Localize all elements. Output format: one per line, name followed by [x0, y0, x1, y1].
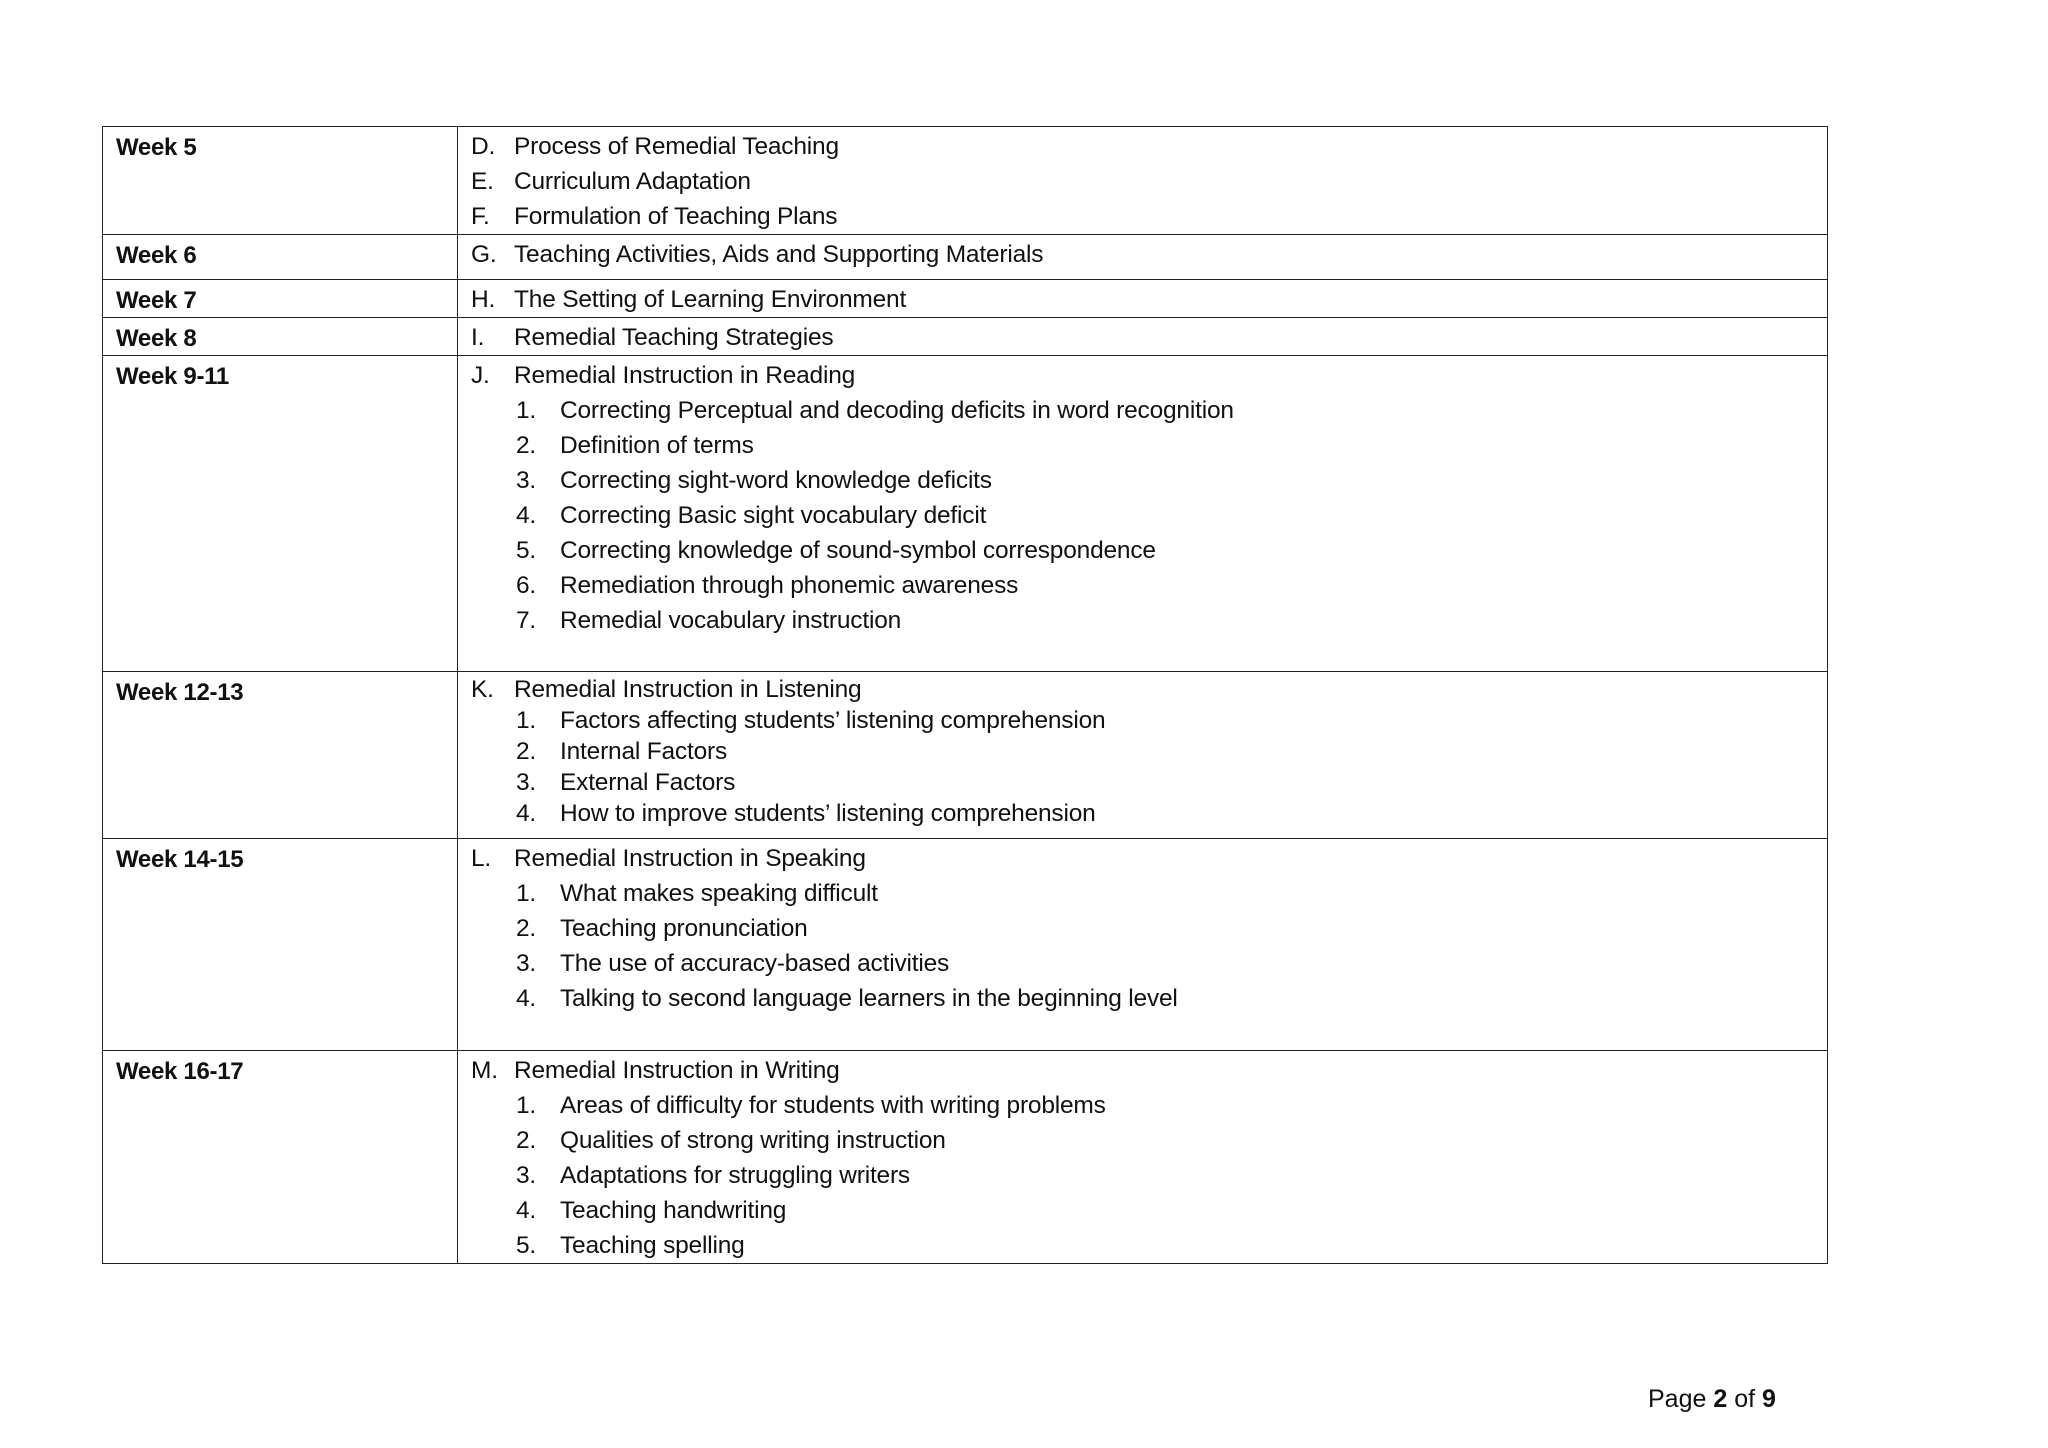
- topic-text: Curriculum Adaptation: [514, 167, 751, 195]
- syllabus-body: [103, 127, 1828, 1264]
- week-cell: Week 14-15: [103, 839, 458, 1051]
- week-cell: Week 6: [103, 235, 458, 280]
- topic-line: [458, 674, 1827, 705]
- topics-cell: [458, 1051, 1828, 1264]
- table-row: [103, 235, 1828, 280]
- list-item-text: Internal Factors: [560, 737, 728, 765]
- table-row: [103, 1051, 1828, 1264]
- list-item: [458, 603, 1827, 638]
- list-item-number: 4.: [516, 501, 537, 529]
- week-cell: Week 16-17: [103, 1051, 458, 1264]
- topics-cell: [458, 280, 1828, 318]
- topic-text: Remedial Instruction in Listening: [514, 675, 862, 703]
- topic-text: Remedial Teaching Strategies: [514, 323, 834, 351]
- topic-line: [458, 841, 1827, 876]
- list-item-text: Definition of terms: [560, 431, 754, 459]
- topics-cell: [458, 318, 1828, 356]
- topic-marker: H.: [471, 285, 496, 313]
- topic-marker: M.: [471, 1056, 498, 1084]
- list-item-text: The use of accuracy-based activities: [560, 949, 950, 977]
- list-item: [458, 1088, 1827, 1123]
- list-item-number: 1.: [516, 879, 537, 907]
- list-item: [458, 498, 1827, 533]
- list-item-text: Teaching handwriting: [560, 1196, 787, 1224]
- list-item: [458, 798, 1827, 829]
- list-item-number: 2.: [516, 914, 537, 942]
- table-row: [103, 280, 1828, 318]
- week-cell: Week 5: [103, 127, 458, 235]
- list-item-text: Correcting knowledge of sound-symbol correspondence: [560, 536, 1156, 564]
- list-item-number: 3.: [516, 768, 537, 796]
- topic-marker: I.: [471, 323, 485, 351]
- topic-text: Remedial Instruction in Reading: [514, 361, 856, 389]
- week-cell: Week 7: [103, 280, 458, 318]
- topics-cell: [458, 839, 1828, 1051]
- list-item-number: 7.: [516, 606, 537, 634]
- list-item-text: How to improve students’ listening comprehension: [560, 799, 1096, 827]
- list-item-number: 3.: [516, 1161, 537, 1189]
- list-item-text: Factors affecting students’ listening comprehension: [560, 706, 1106, 734]
- table-row: [103, 672, 1828, 839]
- topic-line: [458, 358, 1827, 393]
- list-item-text: Areas of difficulty for students with writing problems: [560, 1091, 1106, 1119]
- topic-marker: D.: [471, 132, 496, 160]
- list-item-text: Correcting Perceptual and decoding deficits in word recognition: [560, 396, 1234, 424]
- topic-line: [458, 129, 1827, 164]
- topic-line: [458, 237, 1827, 272]
- topic-marker: J.: [471, 361, 490, 389]
- table-row: [103, 318, 1828, 356]
- list-item-number: 4.: [516, 799, 537, 827]
- table-row: [103, 839, 1828, 1051]
- list-item-text: Remediation through phonemic awareness: [560, 571, 1019, 599]
- topics-cell: [458, 356, 1828, 672]
- list-item-text: Teaching spelling: [560, 1231, 745, 1259]
- list-item-number: 5.: [516, 1231, 537, 1259]
- list-item: [458, 767, 1827, 798]
- list-item: [458, 981, 1827, 1016]
- topic-marker: F.: [471, 202, 490, 230]
- list-item-text: Adaptations for struggling writers: [560, 1161, 910, 1189]
- topic-text: Remedial Instruction in Speaking: [514, 844, 866, 872]
- page-footer: [1648, 1385, 1776, 1414]
- week-cell: Week 12-13: [103, 672, 458, 839]
- list-item: [458, 568, 1827, 603]
- topics-cell: [458, 235, 1828, 280]
- list-item-text: Qualities of strong writing instruction: [560, 1126, 946, 1154]
- list-item: [458, 705, 1827, 736]
- list-item-number: 4.: [516, 1196, 537, 1224]
- table-row: [103, 127, 1828, 235]
- topic-marker: G.: [471, 240, 497, 268]
- list-item-number: 4.: [516, 984, 537, 1012]
- topic-marker: K.: [471, 675, 494, 703]
- footer-total-pages: 9: [1762, 1385, 1776, 1413]
- list-item-text: Talking to second language learners in the beginning level: [560, 984, 1178, 1012]
- list-item: [458, 533, 1827, 568]
- footer-of: of: [1734, 1385, 1756, 1413]
- list-item-text: Correcting sight-word knowledge deficits: [560, 466, 992, 494]
- list-item-text: Remedial vocabulary instruction: [560, 606, 902, 634]
- list-item-number: 3.: [516, 949, 537, 977]
- topic-marker: E.: [471, 167, 494, 195]
- list-item: [458, 463, 1827, 498]
- table-row: [103, 356, 1828, 672]
- list-item-text: Correcting Basic sight vocabulary deficit: [560, 501, 987, 529]
- list-item: [458, 1228, 1827, 1263]
- footer-prefix: Page: [1648, 1385, 1707, 1413]
- topic-marker: L.: [471, 844, 492, 872]
- topic-line: [458, 282, 1827, 317]
- list-item-number: 6.: [516, 571, 537, 599]
- topic-text: Process of Remedial Teaching: [514, 132, 839, 160]
- list-item-number: 1.: [516, 396, 537, 424]
- list-item-text: What makes speaking difficult: [560, 879, 878, 907]
- list-item-number: 2.: [516, 431, 537, 459]
- syllabus-table: [102, 126, 1828, 1264]
- list-item: [458, 736, 1827, 767]
- list-item-number: 2.: [516, 1126, 537, 1154]
- topic-text: Teaching Activities, Aids and Supporting Materials: [514, 240, 1044, 268]
- topic-line: [458, 164, 1827, 199]
- topics-cell: [458, 127, 1828, 235]
- list-item-number: 1.: [516, 1091, 537, 1119]
- list-item-text: Teaching pronunciation: [560, 914, 808, 942]
- footer-current-page: 2: [1713, 1385, 1728, 1413]
- list-item: [458, 1193, 1827, 1228]
- topic-text: Formulation of Teaching Plans: [514, 202, 838, 230]
- list-item: [458, 1123, 1827, 1158]
- topics-cell: [458, 672, 1828, 839]
- list-item: [458, 911, 1827, 946]
- topic-line: [458, 320, 1827, 355]
- list-item-number: 1.: [516, 706, 537, 734]
- list-item: [458, 428, 1827, 463]
- list-item: [458, 393, 1827, 428]
- list-item-number: 5.: [516, 536, 537, 564]
- topic-text: The Setting of Learning Environment: [514, 285, 907, 313]
- topic-text: Remedial Instruction in Writing: [514, 1056, 840, 1084]
- week-cell: Week 9-11: [103, 356, 458, 672]
- week-cell: Week 8: [103, 318, 458, 356]
- list-item-number: 2.: [516, 737, 537, 765]
- list-item: [458, 876, 1827, 911]
- list-item: [458, 946, 1827, 981]
- topic-line: [458, 1053, 1827, 1088]
- list-item-number: 3.: [516, 466, 537, 494]
- list-item-text: External Factors: [560, 768, 736, 796]
- topic-line: [458, 199, 1827, 234]
- list-item: [458, 1158, 1827, 1193]
